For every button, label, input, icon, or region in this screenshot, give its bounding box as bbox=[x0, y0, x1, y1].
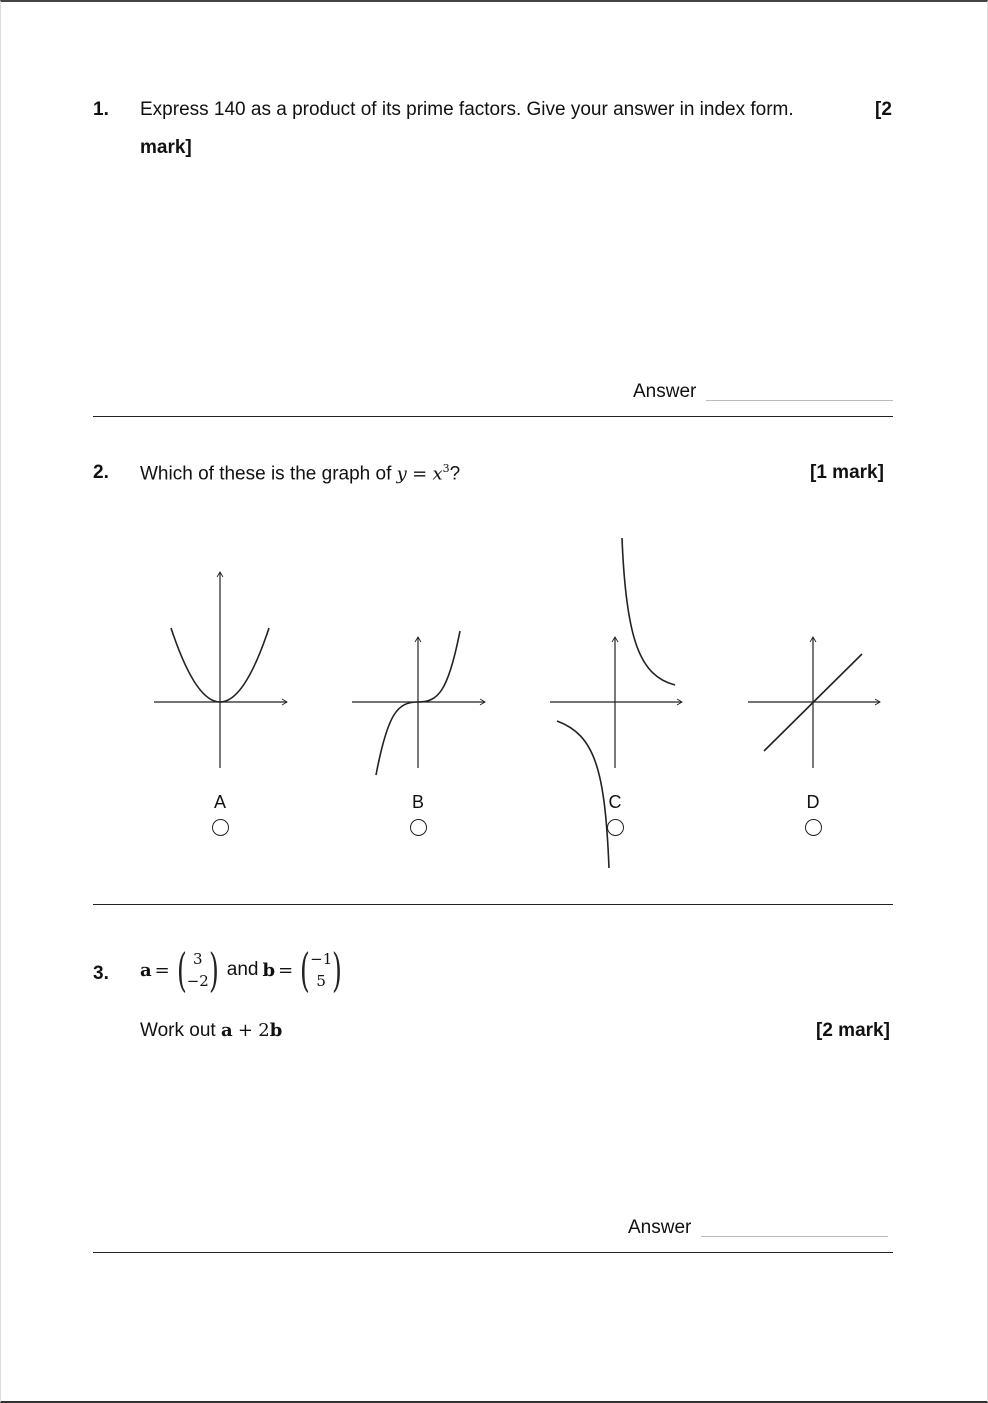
q3-expr-2: 2 bbox=[258, 1020, 270, 1041]
vec-b-eq: = bbox=[278, 959, 294, 981]
q3-expr-a: a bbox=[220, 1020, 233, 1041]
paren-close-icon: ) bbox=[208, 943, 219, 997]
vec-b-top: −1 bbox=[310, 950, 333, 968]
option-d-label: D bbox=[806, 792, 820, 812]
graph-d-linear bbox=[748, 637, 880, 768]
vec-a-bottom: −2 bbox=[186, 972, 209, 990]
q3-vector-definitions bbox=[140, 943, 346, 997]
option-a-label: A bbox=[213, 792, 226, 812]
q3-expr-b: b bbox=[269, 1020, 283, 1041]
q3-answer-label: Answer bbox=[628, 1217, 692, 1238]
q3-instruction bbox=[140, 1020, 282, 1042]
vec-b-name: b bbox=[262, 959, 276, 981]
q2-text-after: ? bbox=[449, 463, 461, 485]
q1-text: Express 140 as a product of its prime factors. Give your answer in index form. bbox=[140, 99, 794, 120]
q3-marks: [2 mark] bbox=[816, 1020, 890, 1041]
q2-math-eq: = bbox=[412, 463, 428, 485]
q1-marks: [2 bbox=[875, 99, 892, 120]
option-c-radio[interactable] bbox=[607, 819, 624, 836]
option-b-radio[interactable] bbox=[410, 819, 427, 836]
vec-b-bottom: 5 bbox=[316, 972, 326, 990]
graph-b-cubic bbox=[352, 631, 485, 775]
q1-marks-cont: mark] bbox=[140, 137, 192, 158]
vec-a-column bbox=[187, 948, 209, 992]
graph-a-parabola bbox=[154, 572, 287, 768]
paren-close-icon: ) bbox=[332, 943, 343, 997]
q1-answer-label: Answer bbox=[633, 381, 697, 402]
q3-answer-input[interactable] bbox=[701, 1236, 888, 1237]
q3-and: and bbox=[226, 959, 259, 980]
q2-math-x: x bbox=[432, 463, 443, 485]
q1-number: 1. bbox=[93, 99, 109, 120]
q3-expr-plus: + bbox=[237, 1020, 254, 1041]
paren-open-icon: ( bbox=[176, 943, 187, 997]
graph-c-curve-upper bbox=[622, 538, 675, 685]
q2-math-exp: 3 bbox=[442, 462, 450, 475]
option-b-label: B bbox=[411, 792, 424, 812]
q3-number: 3. bbox=[93, 963, 109, 984]
paren-open-icon: ( bbox=[300, 943, 311, 997]
vec-a-eq: = bbox=[154, 959, 170, 981]
option-c-label: C bbox=[608, 792, 622, 812]
q2-marks: [1 mark] bbox=[810, 462, 884, 483]
option-d-radio[interactable] bbox=[805, 819, 822, 836]
q2-math-y: y bbox=[396, 463, 407, 485]
option-a-radio[interactable] bbox=[212, 819, 229, 836]
divider bbox=[93, 904, 893, 905]
graph-c-curve-lower bbox=[557, 721, 609, 868]
vec-a-top: 3 bbox=[193, 950, 203, 968]
vec-a-name: a bbox=[140, 959, 152, 981]
divider bbox=[93, 1252, 893, 1253]
q2-number: 2. bbox=[93, 462, 109, 483]
vec-b-column bbox=[310, 948, 332, 992]
q3-work-out: Work out bbox=[140, 1020, 216, 1041]
q2-text-before: Which of these is the graph of bbox=[140, 463, 392, 485]
